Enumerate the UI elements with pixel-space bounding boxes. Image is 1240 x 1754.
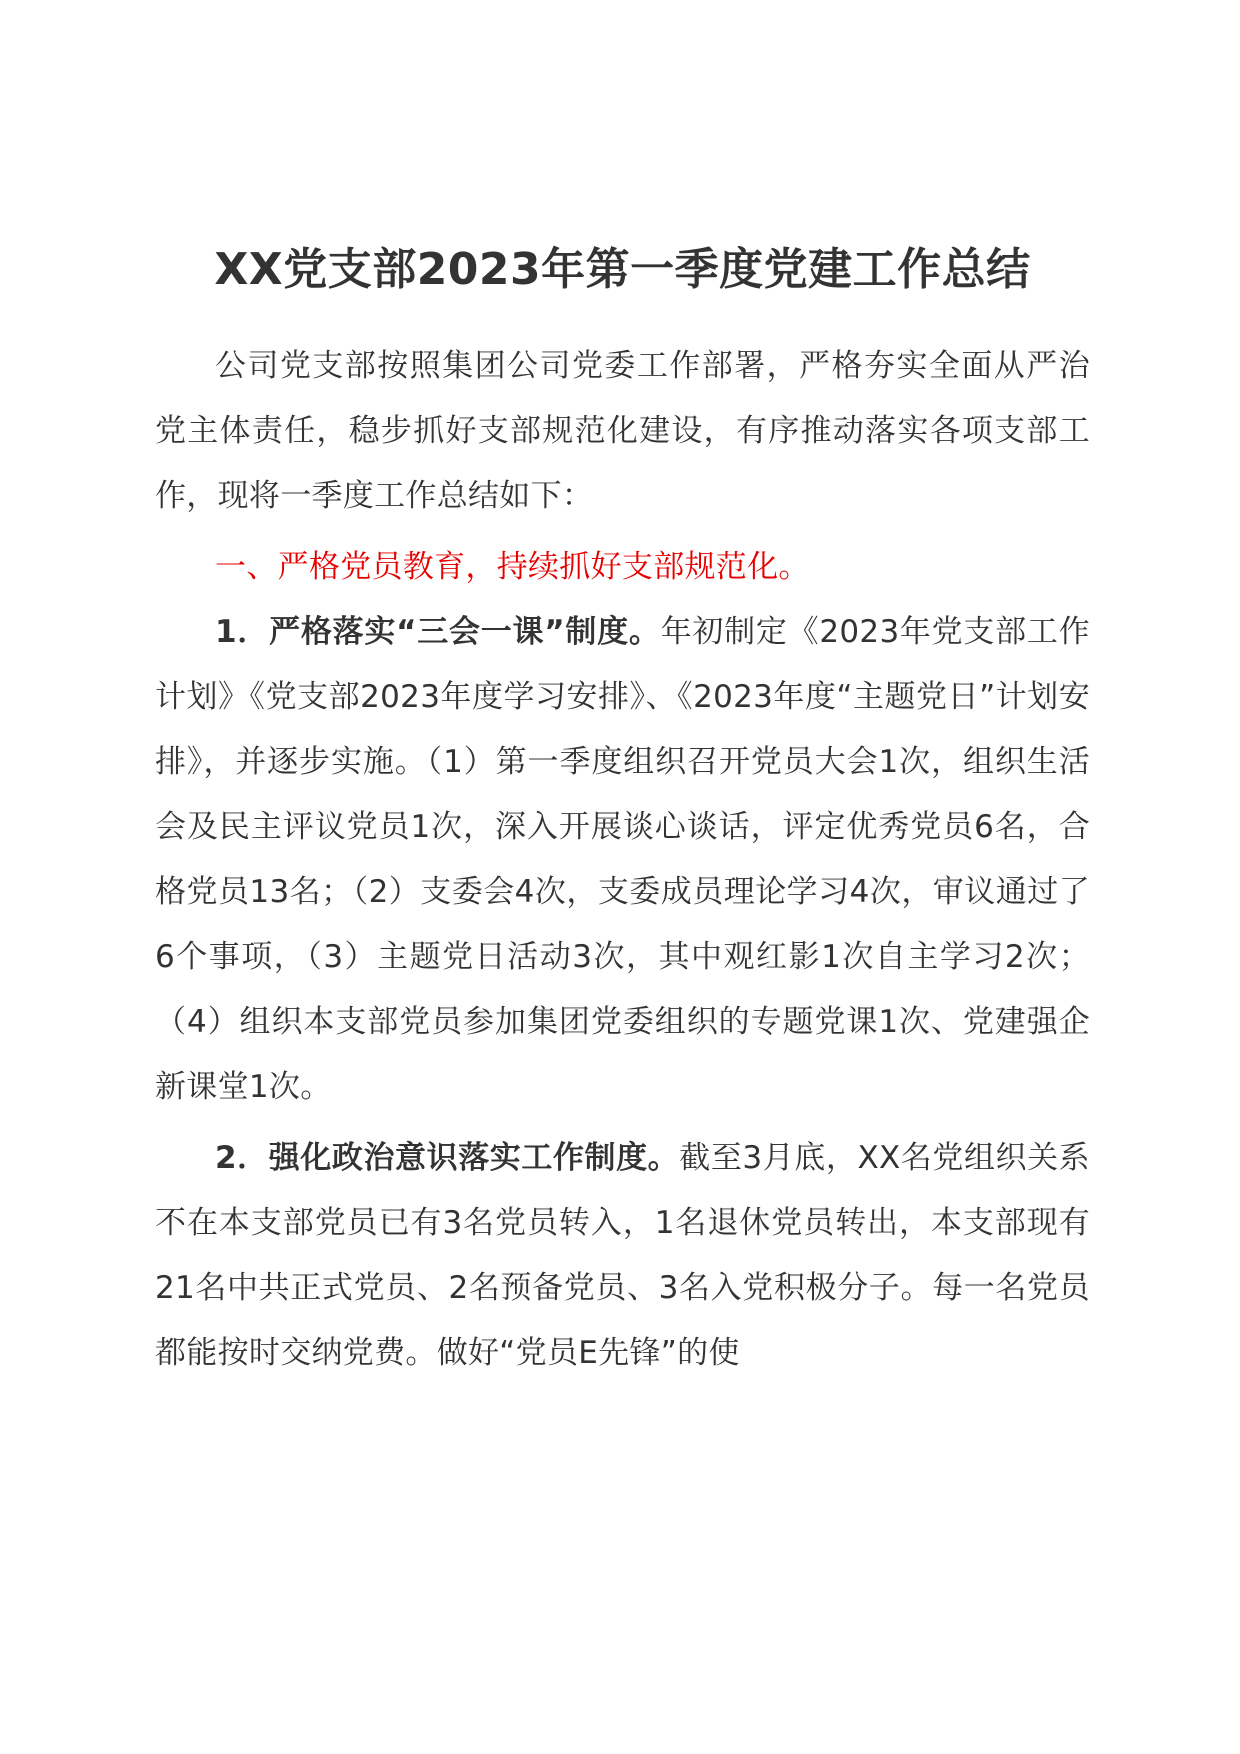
- item-1-lead: 1．严格落实“三会一课”制度。: [215, 614, 661, 650]
- section-heading-1: 一、严格党员教育，持续抓好支部规范化。: [215, 549, 810, 585]
- document-title: XX党支部2023年第一季度党建工作总结: [214, 244, 1031, 295]
- item-paragraph-1: [155, 600, 1090, 1120]
- document-page: [155, 0, 1090, 1754]
- item-1-text: 年初制定《2023年党支部工作计划》《党支部2023年度学习安排》、《2023年度“主题党日”计划安排》，并逐步实施。（1）第一季度组织召开党员大会1次，组织生活会及民主评议党员1次，深入开展谈心谈话，评定优秀党员6名，合格党员13名；（2）支委会4次，支委成员理论学习4次，审议通过了6个事项，（3）主题党日活动3次，其中观红影1次自主学习2次；（4）组织本支部党员参加集团党委组织的专题党课1次、党建强企新课堂1次。: [155, 614, 1090, 1105]
- item-paragraph-2: [155, 1126, 1090, 1386]
- item-2-text: 截至3月底，XX名党组织关系不在本支部党员已有3名党员转入，1名退休党员转出，本支部现有21名中共正式党员、2名预备党员、3名入党积极分子。每一名党员都能按时交纳党费。做好“党员E先锋”的使: [155, 1140, 1090, 1371]
- item-2-lead: 2．强化政治意识落实工作制度。: [215, 1140, 680, 1176]
- intro-paragraph: 公司党支部按照集团公司党委工作部署，严格夯实全面从严治党主体责任，稳步抓好支部规范化建设，有序推动落实各项支部工作，现将一季度工作总结如下：: [155, 348, 1090, 514]
- document-body: [155, 334, 1090, 1386]
